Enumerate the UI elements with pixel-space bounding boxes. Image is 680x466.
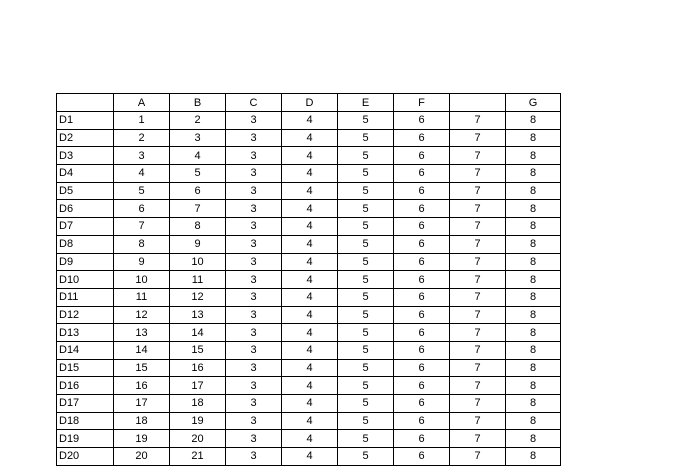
table-cell[interactable]: 4: [282, 324, 338, 342]
column-header[interactable]: [57, 94, 114, 112]
table-row: [57, 271, 561, 289]
row-label-cell[interactable]: D2: [57, 129, 114, 147]
table-row: [57, 306, 561, 324]
table-cell[interactable]: 4: [282, 412, 338, 430]
table-cell[interactable]: 6: [394, 235, 450, 253]
row-label-cell[interactable]: D14: [57, 341, 114, 359]
table-cell[interactable]: 7: [450, 448, 506, 466]
table-cell[interactable]: 5: [338, 359, 394, 377]
table-cell[interactable]: 5: [338, 306, 394, 324]
table-cell[interactable]: 8: [506, 271, 561, 289]
table-cell[interactable]: 5: [338, 324, 394, 342]
table-cell[interactable]: 17: [170, 377, 226, 395]
table-cell[interactable]: 8: [506, 324, 561, 342]
table-cell[interactable]: 5: [170, 165, 226, 183]
table-cell[interactable]: 6: [394, 112, 450, 130]
table-cell[interactable]: 4: [282, 306, 338, 324]
table-cell[interactable]: 6: [394, 200, 450, 218]
column-header[interactable]: B: [170, 94, 226, 112]
table-cell[interactable]: 3: [226, 182, 282, 200]
table-cell[interactable]: 19: [170, 412, 226, 430]
table-cell[interactable]: 9: [170, 235, 226, 253]
table-cell[interactable]: 1: [114, 112, 170, 130]
table-cell[interactable]: 5: [338, 112, 394, 130]
table-row: [57, 253, 561, 271]
row-label-cell[interactable]: D6: [57, 200, 114, 218]
table-row: [57, 377, 561, 395]
row-label-cell[interactable]: D8: [57, 235, 114, 253]
table-cell[interactable]: 16: [114, 377, 170, 395]
table-row: [57, 165, 561, 183]
table-cell[interactable]: 20: [114, 448, 170, 466]
table-cell[interactable]: 5: [338, 430, 394, 448]
table-cell[interactable]: 3: [226, 359, 282, 377]
table-row: [57, 288, 561, 306]
table-cell[interactable]: 5: [338, 253, 394, 271]
row-label-cell[interactable]: D18: [57, 412, 114, 430]
table-cell[interactable]: 8: [170, 218, 226, 236]
column-header[interactable]: C: [226, 94, 282, 112]
table-cell[interactable]: 6: [394, 306, 450, 324]
table-cell[interactable]: 3: [226, 218, 282, 236]
table-cell[interactable]: 6: [394, 218, 450, 236]
table-cell[interactable]: 7: [450, 165, 506, 183]
table-cell[interactable]: 4: [282, 341, 338, 359]
table-cell[interactable]: 5: [338, 235, 394, 253]
table-cell[interactable]: 6: [394, 324, 450, 342]
table-cell[interactable]: 5: [338, 448, 394, 466]
table-cell[interactable]: 8: [506, 218, 561, 236]
row-label-cell[interactable]: D17: [57, 395, 114, 413]
table-cell[interactable]: 3: [226, 448, 282, 466]
table-cell[interactable]: 12: [114, 306, 170, 324]
table-cell[interactable]: 8: [506, 341, 561, 359]
table-cell[interactable]: 6: [394, 147, 450, 165]
row-label-cell[interactable]: D9: [57, 253, 114, 271]
table-cell[interactable]: 4: [282, 129, 338, 147]
table-cell[interactable]: 7: [450, 200, 506, 218]
table-cell[interactable]: 4: [282, 200, 338, 218]
table-cell[interactable]: 5: [114, 182, 170, 200]
column-header[interactable]: E: [338, 94, 394, 112]
table-cell[interactable]: 6: [394, 377, 450, 395]
row-label-cell[interactable]: D10: [57, 271, 114, 289]
table-cell[interactable]: 8: [506, 448, 561, 466]
table-cell[interactable]: 7: [450, 412, 506, 430]
column-header[interactable]: G: [506, 94, 561, 112]
table-cell[interactable]: 15: [114, 359, 170, 377]
table-cell[interactable]: 10: [114, 271, 170, 289]
table-cell[interactable]: 3: [226, 430, 282, 448]
table-cell[interactable]: 4: [282, 165, 338, 183]
row-label-cell[interactable]: D16: [57, 377, 114, 395]
table-cell[interactable]: 6: [394, 448, 450, 466]
column-header[interactable]: F: [394, 94, 450, 112]
table-cell[interactable]: 7: [450, 324, 506, 342]
row-label-cell[interactable]: D1: [57, 112, 114, 130]
table-cell[interactable]: 4: [282, 271, 338, 289]
table-cell[interactable]: 6: [394, 430, 450, 448]
table-cell[interactable]: 3: [114, 147, 170, 165]
row-label-cell[interactable]: D19: [57, 430, 114, 448]
table-cell[interactable]: 8: [506, 377, 561, 395]
table-cell[interactable]: 3: [226, 235, 282, 253]
table-cell[interactable]: 4: [282, 288, 338, 306]
table-header-row: [57, 94, 561, 112]
table-cell[interactable]: 6: [394, 395, 450, 413]
table-row: [57, 182, 561, 200]
table-cell[interactable]: 7: [450, 182, 506, 200]
table-cell[interactable]: 8: [506, 306, 561, 324]
table-cell[interactable]: 3: [226, 377, 282, 395]
table-cell[interactable]: 8: [506, 395, 561, 413]
table-cell[interactable]: 7: [450, 112, 506, 130]
table-row: [57, 147, 561, 165]
table-cell[interactable]: 7: [450, 306, 506, 324]
table-cell[interactable]: 18: [170, 395, 226, 413]
table-cell[interactable]: 15: [170, 341, 226, 359]
table-cell[interactable]: 7: [450, 359, 506, 377]
table-cell[interactable]: 4: [114, 165, 170, 183]
table-cell[interactable]: 8: [506, 288, 561, 306]
table-cell[interactable]: 3: [226, 147, 282, 165]
table-cell[interactable]: 4: [282, 395, 338, 413]
table-cell[interactable]: 4: [282, 253, 338, 271]
table-row: [57, 430, 561, 448]
table-cell[interactable]: 13: [170, 306, 226, 324]
table-cell[interactable]: 11: [114, 288, 170, 306]
table-row: [57, 395, 561, 413]
column-header[interactable]: D: [282, 94, 338, 112]
table-cell[interactable]: 8: [506, 147, 561, 165]
table-cell[interactable]: 18: [114, 412, 170, 430]
row-label-cell[interactable]: D20: [57, 448, 114, 466]
table-cell[interactable]: 4: [282, 147, 338, 165]
table-cell[interactable]: 6: [394, 129, 450, 147]
table-cell[interactable]: 4: [282, 218, 338, 236]
table-cell[interactable]: 5: [338, 288, 394, 306]
table-cell[interactable]: 6: [394, 359, 450, 377]
table-cell[interactable]: 4: [282, 359, 338, 377]
table-row: [57, 129, 561, 147]
table-cell[interactable]: 6: [394, 253, 450, 271]
table-cell[interactable]: 12: [170, 288, 226, 306]
table-cell[interactable]: 7: [450, 395, 506, 413]
table-cell[interactable]: 6: [394, 165, 450, 183]
table-cell[interactable]: 5: [338, 271, 394, 289]
table-cell[interactable]: 8: [506, 112, 561, 130]
table-cell[interactable]: 4: [282, 430, 338, 448]
table-cell[interactable]: 7: [450, 430, 506, 448]
data-table: [56, 93, 561, 466]
row-label-cell[interactable]: D15: [57, 359, 114, 377]
table-cell[interactable]: 4: [282, 182, 338, 200]
table-cell[interactable]: 2: [114, 129, 170, 147]
table-cell[interactable]: 3: [226, 324, 282, 342]
table-cell[interactable]: 7: [450, 235, 506, 253]
table-cell[interactable]: 7: [114, 218, 170, 236]
table-cell[interactable]: 5: [338, 218, 394, 236]
table-body: [57, 112, 561, 466]
table-cell[interactable]: 8: [506, 200, 561, 218]
table-cell[interactable]: 6: [394, 271, 450, 289]
column-header[interactable]: A: [114, 94, 170, 112]
table-cell[interactable]: 8: [506, 165, 561, 183]
row-label-cell[interactable]: D11: [57, 288, 114, 306]
table-cell[interactable]: 5: [338, 200, 394, 218]
table-cell[interactable]: 6: [394, 412, 450, 430]
table-cell[interactable]: 8: [506, 412, 561, 430]
row-label-cell[interactable]: D12: [57, 306, 114, 324]
table-cell[interactable]: 5: [338, 165, 394, 183]
table-cell[interactable]: 3: [226, 165, 282, 183]
table-cell[interactable]: 20: [170, 430, 226, 448]
row-label-cell[interactable]: D3: [57, 147, 114, 165]
table-cell[interactable]: 5: [338, 412, 394, 430]
table-row: [57, 341, 561, 359]
table-cell[interactable]: 7: [450, 218, 506, 236]
table-cell[interactable]: 4: [282, 377, 338, 395]
table-cell[interactable]: 2: [170, 112, 226, 130]
table-cell[interactable]: 8: [506, 235, 561, 253]
table-cell[interactable]: 3: [226, 306, 282, 324]
table-cell[interactable]: 3: [226, 288, 282, 306]
row-label-cell[interactable]: D5: [57, 182, 114, 200]
table-cell[interactable]: 4: [282, 235, 338, 253]
table-cell[interactable]: 8: [506, 430, 561, 448]
table-cell[interactable]: 14: [114, 341, 170, 359]
row-label-cell[interactable]: D7: [57, 218, 114, 236]
table-cell[interactable]: 16: [170, 359, 226, 377]
table-cell[interactable]: 7: [450, 271, 506, 289]
table-cell[interactable]: 3: [226, 112, 282, 130]
row-label-cell[interactable]: D13: [57, 324, 114, 342]
table-row: [57, 235, 561, 253]
table-row: [57, 412, 561, 430]
table-cell[interactable]: 9: [114, 253, 170, 271]
table-cell[interactable]: 19: [114, 430, 170, 448]
table-cell[interactable]: 21: [170, 448, 226, 466]
table-cell[interactable]: 3: [226, 129, 282, 147]
table-cell[interactable]: 6: [394, 341, 450, 359]
table-cell[interactable]: 17: [114, 395, 170, 413]
table-cell[interactable]: 4: [170, 147, 226, 165]
table-cell[interactable]: 8: [506, 253, 561, 271]
table-cell[interactable]: 3: [226, 341, 282, 359]
table-cell[interactable]: 6: [394, 182, 450, 200]
column-header[interactable]: [450, 94, 506, 112]
row-label-cell[interactable]: D4: [57, 165, 114, 183]
table-cell[interactable]: 7: [450, 253, 506, 271]
table-cell[interactable]: 3: [170, 129, 226, 147]
table-cell[interactable]: 7: [450, 341, 506, 359]
table-cell[interactable]: 8: [506, 129, 561, 147]
table-cell[interactable]: 7: [450, 147, 506, 165]
table-cell[interactable]: 8: [506, 359, 561, 377]
table-cell[interactable]: 3: [226, 412, 282, 430]
table-row: [57, 200, 561, 218]
table-cell[interactable]: 13: [114, 324, 170, 342]
table-cell[interactable]: 7: [450, 288, 506, 306]
table-cell[interactable]: 4: [282, 112, 338, 130]
table-cell[interactable]: 5: [338, 395, 394, 413]
table-cell[interactable]: 7: [450, 129, 506, 147]
table-cell[interactable]: 5: [338, 377, 394, 395]
table-cell[interactable]: 14: [170, 324, 226, 342]
table-cell[interactable]: 3: [226, 395, 282, 413]
table-row: [57, 218, 561, 236]
table-cell[interactable]: 5: [338, 147, 394, 165]
table-cell[interactable]: 8: [114, 235, 170, 253]
table-cell[interactable]: 7: [170, 200, 226, 218]
table-row: [57, 324, 561, 342]
table-cell[interactable]: 7: [450, 377, 506, 395]
table-cell[interactable]: 11: [170, 271, 226, 289]
table-cell[interactable]: 4: [282, 448, 338, 466]
table-cell[interactable]: 10: [170, 253, 226, 271]
table-row: [57, 448, 561, 466]
table-cell[interactable]: 8: [506, 182, 561, 200]
table-cell[interactable]: 3: [226, 253, 282, 271]
table-cell[interactable]: 6: [114, 200, 170, 218]
table-cell[interactable]: 3: [226, 271, 282, 289]
table-cell[interactable]: 3: [226, 200, 282, 218]
table-row: [57, 112, 561, 130]
table-cell[interactable]: 5: [338, 182, 394, 200]
table-row: [57, 359, 561, 377]
table-cell[interactable]: 6: [394, 288, 450, 306]
table-cell[interactable]: 5: [338, 341, 394, 359]
table-cell[interactable]: 6: [170, 182, 226, 200]
table-cell[interactable]: 5: [338, 129, 394, 147]
